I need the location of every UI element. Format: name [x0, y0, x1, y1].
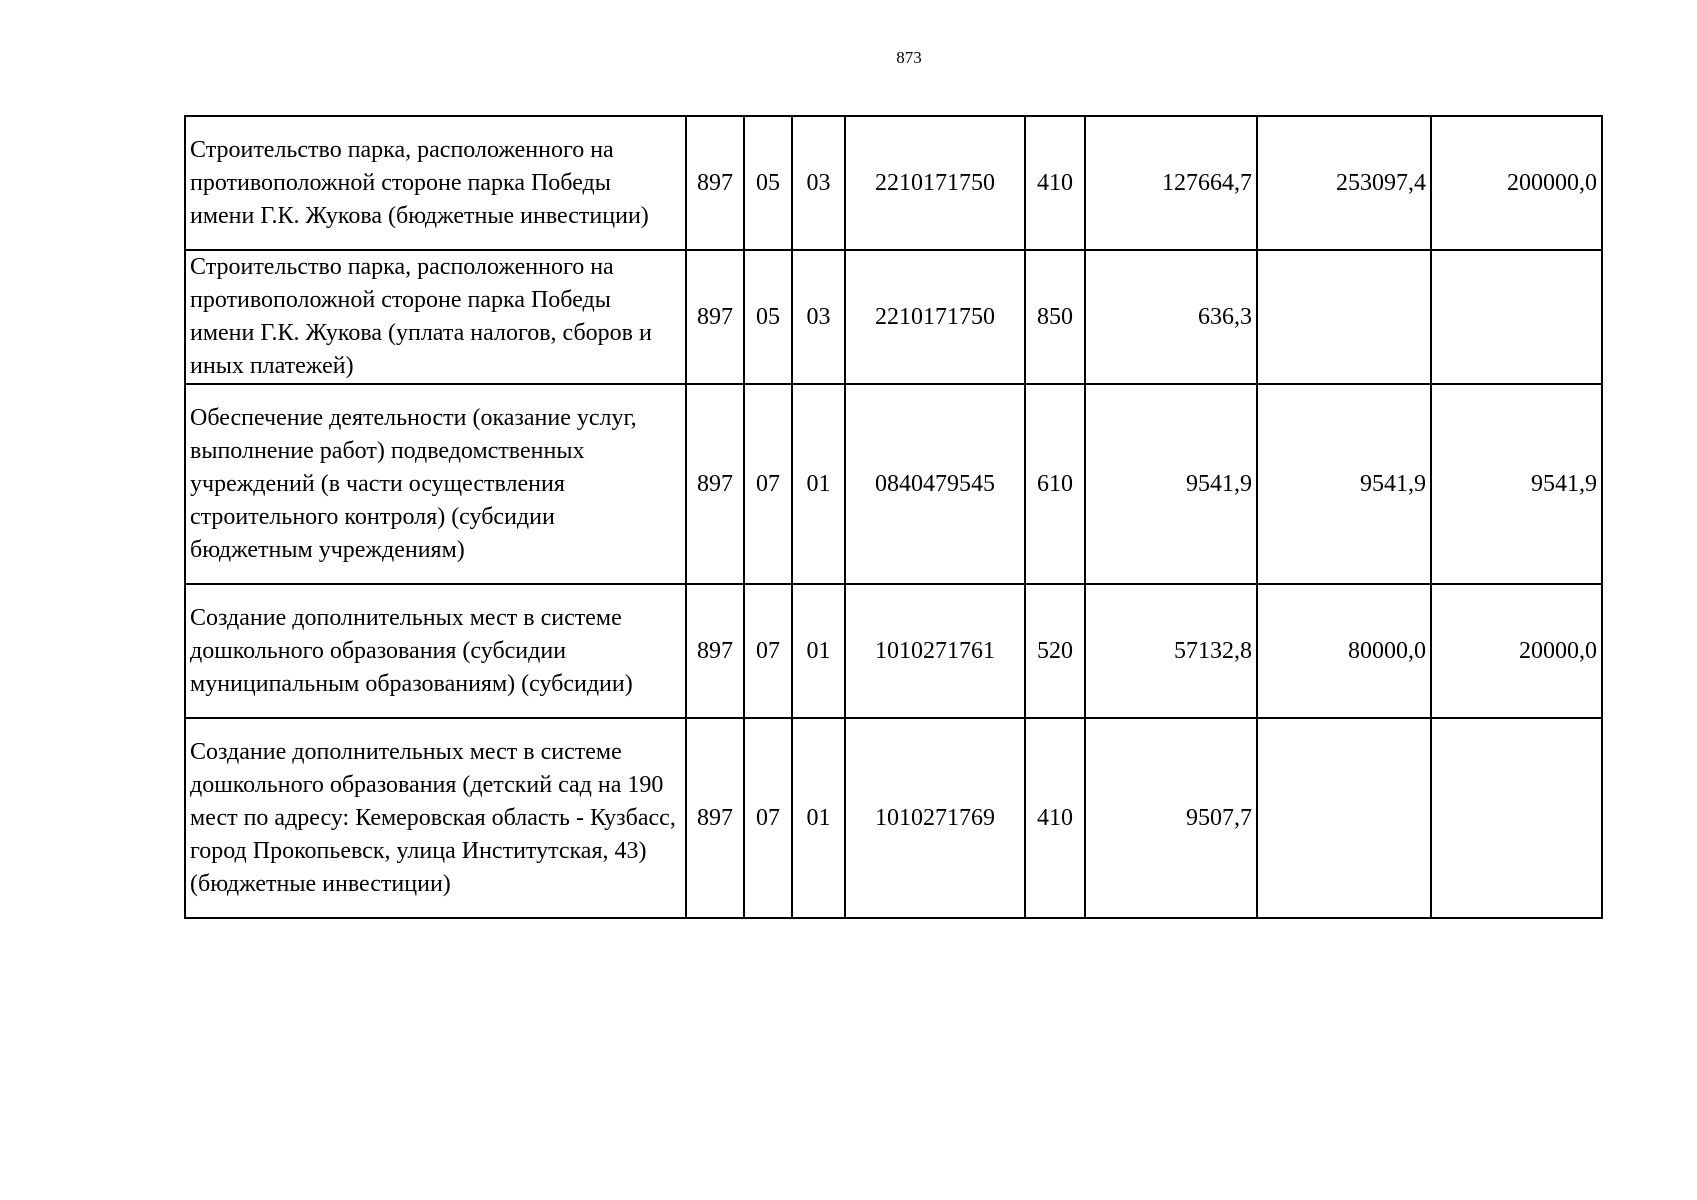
expense-type-code: 520	[1025, 584, 1085, 718]
amount-1: 636,3	[1085, 250, 1257, 384]
target-article-code: 1010271761	[845, 584, 1025, 718]
amount-1: 57132,8	[1085, 584, 1257, 718]
ministry-code: 897	[686, 250, 744, 384]
section-code: 07	[744, 718, 792, 918]
table-row	[185, 250, 1602, 384]
ministry-code: 897	[686, 718, 744, 918]
row-description: Создание дополнительных мест в системе дошкольного образования (субсидии муниципальным образованиям) (субсидии)	[185, 584, 686, 718]
expense-type-code: 610	[1025, 384, 1085, 584]
row-description: Обеспечение деятельности (оказание услуг, выполнение работ) подведомственных учреждений (в части осуществления строительного контроля) (субсидии бюджетным учреждениям)	[185, 384, 686, 584]
row-description: Строительство парка, расположенного на противоположной стороне парка Победы имени Г.К. Жукова (уплата налогов, сборов и иных платежей)	[185, 250, 686, 384]
budget-table	[184, 115, 1603, 919]
subsection-code: 01	[792, 584, 845, 718]
target-article-code: 2210171750	[845, 116, 1025, 250]
amount-3: 9541,9	[1431, 384, 1602, 584]
amount-3	[1431, 250, 1602, 384]
ministry-code: 897	[686, 584, 744, 718]
subsection-code: 01	[792, 384, 845, 584]
table-row	[185, 116, 1602, 250]
expense-type-code: 850	[1025, 250, 1085, 384]
section-code: 05	[744, 116, 792, 250]
amount-1: 127664,7	[1085, 116, 1257, 250]
subsection-code: 03	[792, 116, 845, 250]
expense-type-code: 410	[1025, 116, 1085, 250]
section-code: 07	[744, 584, 792, 718]
ministry-code: 897	[686, 384, 744, 584]
amount-3: 200000,0	[1431, 116, 1602, 250]
row-description: Создание дополнительных мест в системе дошкольного образования (детский сад на 190 мест по адресу: Кемеровская область - Кузбасс, город Прокопьевск, улица Институтская, 43) (бюджетные инвестиции)	[185, 718, 686, 918]
ministry-code: 897	[686, 116, 744, 250]
target-article-code: 0840479545	[845, 384, 1025, 584]
target-article-code: 2210171750	[845, 250, 1025, 384]
amount-2: 9541,9	[1257, 384, 1431, 584]
amount-2	[1257, 250, 1431, 384]
subsection-code: 01	[792, 718, 845, 918]
table-row	[185, 384, 1602, 584]
table-row	[185, 718, 1602, 918]
amount-2: 253097,4	[1257, 116, 1431, 250]
amount-3: 20000,0	[1431, 584, 1602, 718]
row-description: Строительство парка, расположенного на противоположной стороне парка Победы имени Г.К. Жукова (бюджетные инвестиции)	[185, 116, 686, 250]
amount-2: 80000,0	[1257, 584, 1431, 718]
amount-1: 9541,9	[1085, 384, 1257, 584]
section-code: 07	[744, 384, 792, 584]
subsection-code: 03	[792, 250, 845, 384]
page-number: 873	[896, 48, 922, 67]
section-code: 05	[744, 250, 792, 384]
amount-2	[1257, 718, 1431, 918]
amount-1: 9507,7	[1085, 718, 1257, 918]
target-article-code: 1010271769	[845, 718, 1025, 918]
table-row	[185, 584, 1602, 718]
expense-type-code: 410	[1025, 718, 1085, 918]
amount-3	[1431, 718, 1602, 918]
